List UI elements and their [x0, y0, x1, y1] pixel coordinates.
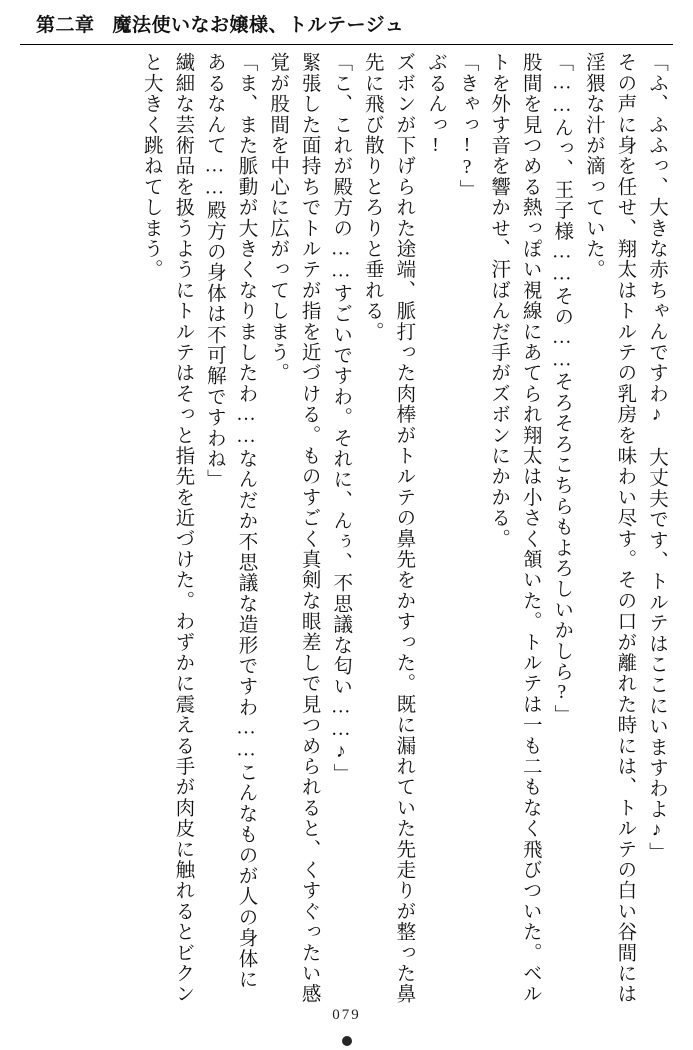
vertical-text-block — [22, 52, 672, 1007]
paragraph: 「こ、これが殿方の……すごいですわ。それに、んぅ、不思議な匂い……♪」 — [330, 52, 352, 784]
paragraph: 股間を見つめる熱っぽい視線にあてられ翔太は小さく頷いた。トルテは一も二もなく飛びついた。ベルトを外す音を響かせ、汗ばんだ手がズボンにかかる。 — [488, 52, 541, 1005]
header-divider — [20, 44, 673, 45]
paragraph: 「……んっ、王子様……その……そろそろこちらもよろしいかしら?」 — [551, 52, 573, 725]
chapter-number: 第二章 — [36, 15, 95, 36]
page-bottom-dot — [342, 1036, 352, 1046]
body-text-area — [22, 52, 672, 1012]
paragraph: 「ふ、ふふっ、大きな赤ちゃんですわ♪ 大丈夫です、トルテはここにいますわよ♪」 — [646, 52, 667, 863]
chapter-title: 魔法使いなお嬢様、トルテージュ — [112, 15, 405, 36]
paragraph: 「ま、また脈動が大きくなりましたわ……なんだか不思議な造形ですわ……こんなものが人の身体にあるなんて……殿方の身体は不可解ですわね」 — [203, 52, 257, 990]
paragraph: その声に身を任せ、翔太はトルテの乳房を味わい尽す。その口が離れた時には、トルテの白い谷間には淫猥な汁が滴っていた。 — [582, 52, 636, 1005]
paragraph: 繊細な芸術品を扱うようにトルテはそっと指先を近づけた。わずかに震える手が肉皮に触れるとビクンと大きく跳ねてしまう。 — [140, 52, 194, 1005]
paragraph: ズボンが下げられた途端、脈打った肉棒がトルテの鼻先をかすった。既に漏れていた先走りが整った鼻先に飛び散りとろりと垂れる。 — [361, 52, 415, 1005]
paragraph: ぶるんっ! — [424, 52, 446, 157]
page-number: 079 — [332, 1007, 361, 1023]
page-header — [0, 10, 693, 44]
paragraph: 「きゃっ!?」 — [456, 52, 478, 200]
paragraph: 緊張した面持ちでトルテが指を近づける。ものすごく真剣な眼差しで見つめられると、くすぐったい感覚が股間を中心に広がってしまう。 — [267, 52, 320, 1005]
